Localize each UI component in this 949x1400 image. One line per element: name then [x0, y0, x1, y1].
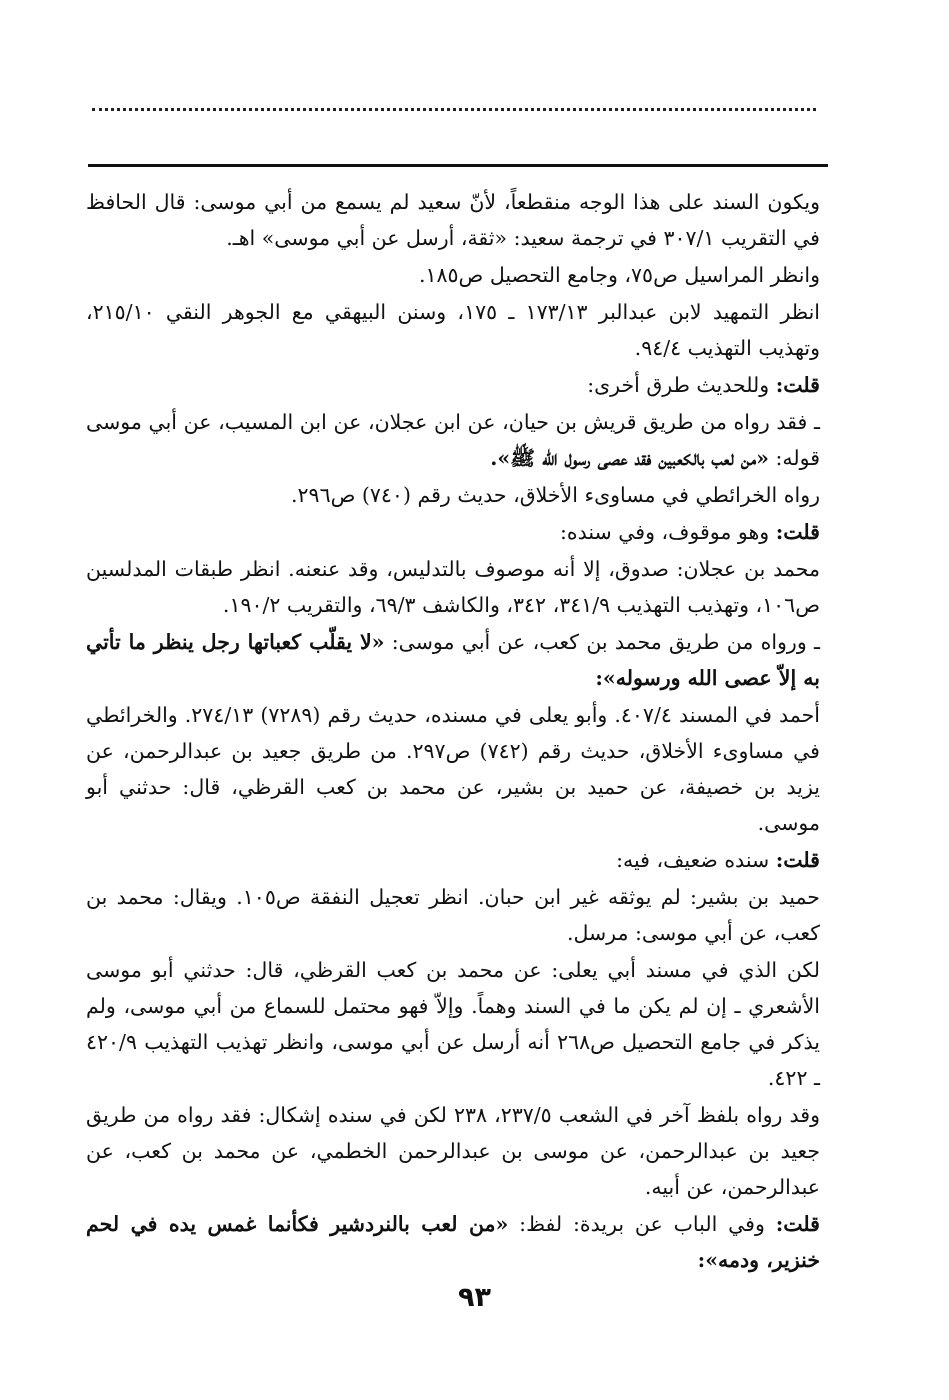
paragraph-text: أحمد في المسند ٤٠٧/٤. وأبو يعلى في مسنده، حديث رقم (٧٢٨٩) ٢٧٤/١٣. والخرائطي في مساوىء الأخلاق، حديث رقم (٧٤٢) ص٢٩٧. من طريق جعيد بن عبدالرحمن، عن يزيد بن خصيفة، عن حميد بن بشير، عن محمد بن كعب القرظي، قال: حدثني أبو موسى.	[86, 703, 820, 835]
qultu-label: قلت:	[775, 848, 820, 872]
hadith-quote: «من لعب بالكعبين فقد عصى رسول الله ﷺ».	[490, 446, 769, 470]
paragraph-text: ـ فقد رواه من طريق قريش بن حيان، عن ابن عجلان، عن ابن المسيب، عن أبي موسى قوله:	[86, 410, 820, 470]
paragraph-4	[86, 367, 820, 403]
paragraph-12	[86, 879, 820, 951]
paragraph-text: وللحديث طرق أخرى:	[587, 373, 776, 397]
paragraph-3	[86, 294, 820, 366]
paragraph-text: وقد رواه بلفظ آخر في الشعب ٢٣٧/٥، ٢٣٨ لكن في سنده إشكال: فقد رواه من طريق جعيد بن عبدالرحمن، عن موسى بن عبدالرحمن الخطمي، عن محمد بن كعب، عن عبدالرحمن، عن أبيه.	[86, 1103, 820, 1199]
hadith-quote: «من لعب بالنردشير فكأنما غمس يده في لحم خنزير، ودمه»:	[86, 1212, 820, 1272]
footnote-separator-rule	[88, 164, 828, 167]
page-number: ٩٣	[458, 1282, 491, 1313]
paragraph-text: رواه الخرائطي في مساوىء الأخلاق، حديث رقم (٧٤٠) ص٢٩٦.	[291, 483, 820, 507]
paragraph-7	[86, 514, 820, 550]
paragraph-15	[86, 1206, 820, 1278]
paragraph-14	[86, 1097, 820, 1205]
paragraph-text: وانظر المراسيل ص٧٥، وجامع التحصيل ص١٨٥.	[418, 263, 820, 287]
paragraph-text: وفي الباب عن بريدة: لفظ:	[508, 1212, 776, 1236]
paragraph-1	[86, 184, 820, 256]
paragraph-13	[86, 952, 820, 1096]
qultu-label: قلت:	[775, 1212, 820, 1236]
paragraph-text: ـ ورواه من طريق محمد بن كعب، عن أبي موسى:	[384, 630, 821, 654]
paragraph-5	[86, 404, 820, 476]
paragraph-text: سنده ضعيف، فيه:	[616, 848, 776, 872]
footnote-body	[86, 184, 820, 1279]
paragraph-8	[86, 551, 820, 623]
paragraph-9	[86, 624, 820, 696]
hadith-quote: «لا يقلّب كعباتها رجل ينظر ما تأتي به إلاّ عصى الله ورسوله»:	[86, 630, 820, 690]
paragraph-text: محمد بن عجلان: صدوق، إلا أنه موصوف بالتدليس، وقد عنعنه. انظر طبقات المدلسين ص١٠٦، وتهذيب التهذيب ٣٤١/٩، ٣٤٢، والكاشف ٦٩/٣، والتقريب ١٩٠/٢.	[86, 557, 820, 617]
paragraph-text: حميد بن بشير: لم يوثقه غير ابن حبان. انظر تعجيل النفقة ص١٠٥. ويقال: محمد بن كعب، عن أبي موسى: مرسل.	[86, 885, 820, 945]
paragraph-2	[86, 257, 820, 293]
paragraph-text: ويكون السند على هذا الوجه منقطعاً، لأنّ سعيد لم يسمع من أبي موسى: قال الحافظ في التقريب ٣٠٧/١ في ترجمة سعيد: «ثقة، أرسل عن أبي موسى» اهـ.	[86, 190, 820, 250]
paragraph-text: لكن الذي في مسند أبي يعلى: عن محمد بن كعب القرظي، قال: حدثني أبو موسى الأشعري ـ إن لم يكن ما في السند وهماً. وإلاّ فهو محتمل للسماع من أبي موسى، ولم يذكر في جامع التحصيل ص٢٦٨ أنه أرسل عن أبي موسى، وانظر تهذيب التهذيب ٤٢٠/٩ ـ ٤٢٢.	[86, 958, 820, 1090]
paragraph-text: انظر التمهيد لابن عبدالبر ١٧٣/١٣ ـ ١٧٥، وسنن البيهقي مع الجوهر النقي ٢١٥/١٠، وتهذيب التهذيب ٩٤/٤.	[86, 300, 820, 360]
qultu-label: قلت:	[775, 373, 820, 397]
paragraph-6	[86, 477, 820, 513]
header-dotted-line	[92, 108, 816, 111]
paragraph-10	[86, 697, 820, 841]
paragraph-text: وهو موقوف، وفي سنده:	[559, 520, 776, 544]
qultu-label: قلت:	[775, 520, 820, 544]
paragraph-11	[86, 842, 820, 878]
